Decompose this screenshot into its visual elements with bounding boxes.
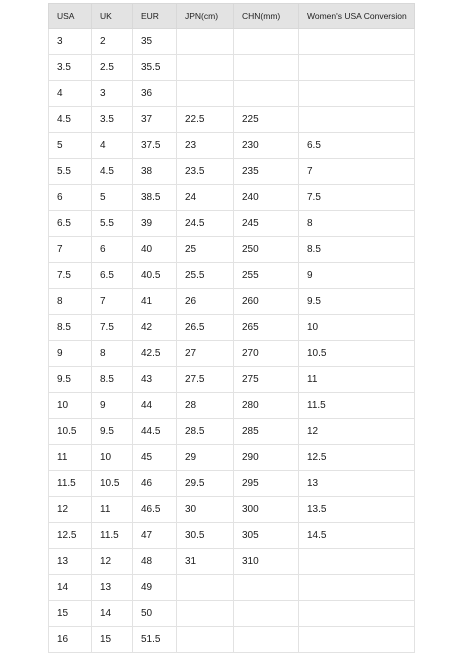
eur-cell: 46 — [133, 471, 177, 497]
womens-usa-cell: 11.5 — [299, 393, 415, 419]
uk-cell: 10 — [92, 445, 133, 471]
womens-usa-cell: 9.5 — [299, 289, 415, 315]
eur-cell: 41 — [133, 289, 177, 315]
eur-cell: 35 — [133, 29, 177, 55]
usa-cell: 4 — [49, 81, 92, 107]
jpn-cell — [177, 81, 234, 107]
chn-cell: 285 — [234, 419, 299, 445]
table-row — [49, 523, 415, 549]
table-body — [49, 29, 415, 653]
eur-cell: 44 — [133, 393, 177, 419]
womens-usa-cell: 13.5 — [299, 497, 415, 523]
jpn-cell: 28.5 — [177, 419, 234, 445]
usa-cell: 16 — [49, 627, 92, 653]
header-row — [49, 4, 415, 29]
usa-cell: 9.5 — [49, 367, 92, 393]
eur-cell: 42.5 — [133, 341, 177, 367]
uk-cell: 9 — [92, 393, 133, 419]
table-header — [49, 4, 415, 29]
uk-cell: 3.5 — [92, 107, 133, 133]
uk-cell: 4 — [92, 133, 133, 159]
womens-usa-cell: 9 — [299, 263, 415, 289]
usa-cell: 7.5 — [49, 263, 92, 289]
jpn-cell: 26.5 — [177, 315, 234, 341]
usa-cell: 12 — [49, 497, 92, 523]
jpn-cell: 24.5 — [177, 211, 234, 237]
table-row — [49, 81, 415, 107]
usa-cell: 13 — [49, 549, 92, 575]
chn-cell: 295 — [234, 471, 299, 497]
table-row — [49, 497, 415, 523]
chn-cell — [234, 627, 299, 653]
chn-cell: 290 — [234, 445, 299, 471]
womens-usa-cell: 8 — [299, 211, 415, 237]
uk-cell: 4.5 — [92, 159, 133, 185]
eur-cell: 43 — [133, 367, 177, 393]
eur-cell: 44.5 — [133, 419, 177, 445]
table-row — [49, 159, 415, 185]
womens-usa-cell: 12.5 — [299, 445, 415, 471]
eur-cell: 38 — [133, 159, 177, 185]
uk-cell: 9.5 — [92, 419, 133, 445]
chn-cell: 245 — [234, 211, 299, 237]
uk-cell: 2 — [92, 29, 133, 55]
eur-cell: 36 — [133, 81, 177, 107]
eur-cell: 45 — [133, 445, 177, 471]
table-row — [49, 601, 415, 627]
jpn-cell — [177, 601, 234, 627]
chn-cell: 250 — [234, 237, 299, 263]
table-row — [49, 29, 415, 55]
table-row — [49, 237, 415, 263]
table-row — [49, 133, 415, 159]
table-row — [49, 471, 415, 497]
eur-cell: 48 — [133, 549, 177, 575]
header-womens-usa-conversion: Women's USA Conversion — [299, 4, 415, 29]
eur-cell: 38.5 — [133, 185, 177, 211]
uk-cell: 5 — [92, 185, 133, 211]
eur-cell: 47 — [133, 523, 177, 549]
eur-cell: 42 — [133, 315, 177, 341]
uk-cell: 6.5 — [92, 263, 133, 289]
chn-cell: 305 — [234, 523, 299, 549]
usa-cell: 6.5 — [49, 211, 92, 237]
table-row — [49, 549, 415, 575]
jpn-cell — [177, 55, 234, 81]
eur-cell: 35.5 — [133, 55, 177, 81]
womens-usa-cell — [299, 575, 415, 601]
womens-usa-cell: 6.5 — [299, 133, 415, 159]
chn-cell: 300 — [234, 497, 299, 523]
jpn-cell: 23 — [177, 133, 234, 159]
jpn-cell: 30.5 — [177, 523, 234, 549]
jpn-cell: 23.5 — [177, 159, 234, 185]
usa-cell: 9 — [49, 341, 92, 367]
jpn-cell: 29 — [177, 445, 234, 471]
womens-usa-cell: 12 — [299, 419, 415, 445]
table-row — [49, 263, 415, 289]
womens-usa-cell: 13 — [299, 471, 415, 497]
womens-usa-cell — [299, 107, 415, 133]
chn-cell: 230 — [234, 133, 299, 159]
uk-cell: 7.5 — [92, 315, 133, 341]
womens-usa-cell — [299, 81, 415, 107]
table-row — [49, 627, 415, 653]
chn-cell: 260 — [234, 289, 299, 315]
usa-cell: 8 — [49, 289, 92, 315]
jpn-cell: 27 — [177, 341, 234, 367]
womens-usa-cell — [299, 29, 415, 55]
jpn-cell: 27.5 — [177, 367, 234, 393]
jpn-cell — [177, 29, 234, 55]
jpn-cell: 26 — [177, 289, 234, 315]
chn-cell — [234, 81, 299, 107]
table-row — [49, 445, 415, 471]
jpn-cell: 25 — [177, 237, 234, 263]
uk-cell: 14 — [92, 601, 133, 627]
chn-cell: 270 — [234, 341, 299, 367]
usa-cell: 7 — [49, 237, 92, 263]
usa-cell: 5.5 — [49, 159, 92, 185]
jpn-cell: 22.5 — [177, 107, 234, 133]
header-uk: UK — [92, 4, 133, 29]
uk-cell: 6 — [92, 237, 133, 263]
womens-usa-cell: 14.5 — [299, 523, 415, 549]
uk-cell: 11.5 — [92, 523, 133, 549]
uk-cell: 5.5 — [92, 211, 133, 237]
table-row — [49, 419, 415, 445]
womens-usa-cell: 10.5 — [299, 341, 415, 367]
chn-cell: 225 — [234, 107, 299, 133]
jpn-cell: 28 — [177, 393, 234, 419]
usa-cell: 3.5 — [49, 55, 92, 81]
usa-cell: 15 — [49, 601, 92, 627]
eur-cell: 40.5 — [133, 263, 177, 289]
uk-cell: 7 — [92, 289, 133, 315]
table-row — [49, 185, 415, 211]
jpn-cell — [177, 575, 234, 601]
table-row — [49, 367, 415, 393]
uk-cell: 11 — [92, 497, 133, 523]
usa-cell: 12.5 — [49, 523, 92, 549]
womens-usa-cell — [299, 627, 415, 653]
eur-cell: 40 — [133, 237, 177, 263]
uk-cell: 12 — [92, 549, 133, 575]
womens-usa-cell: 11 — [299, 367, 415, 393]
chn-cell — [234, 55, 299, 81]
chn-cell — [234, 601, 299, 627]
usa-cell: 8.5 — [49, 315, 92, 341]
jpn-cell: 31 — [177, 549, 234, 575]
table-row — [49, 107, 415, 133]
table-row — [49, 211, 415, 237]
table-row — [49, 55, 415, 81]
header-chn-mm: CHN(mm) — [234, 4, 299, 29]
chn-cell: 275 — [234, 367, 299, 393]
jpn-cell: 29.5 — [177, 471, 234, 497]
uk-cell: 15 — [92, 627, 133, 653]
chn-cell: 310 — [234, 549, 299, 575]
eur-cell: 49 — [133, 575, 177, 601]
eur-cell: 37 — [133, 107, 177, 133]
uk-cell: 13 — [92, 575, 133, 601]
usa-cell: 14 — [49, 575, 92, 601]
table-row — [49, 289, 415, 315]
chn-cell: 265 — [234, 315, 299, 341]
chn-cell: 235 — [234, 159, 299, 185]
womens-usa-cell: 7.5 — [299, 185, 415, 211]
chn-cell — [234, 29, 299, 55]
table-row — [49, 393, 415, 419]
chn-cell: 255 — [234, 263, 299, 289]
womens-usa-cell — [299, 549, 415, 575]
table-row — [49, 315, 415, 341]
usa-cell: 10 — [49, 393, 92, 419]
jpn-cell — [177, 627, 234, 653]
uk-cell: 3 — [92, 81, 133, 107]
uk-cell: 8.5 — [92, 367, 133, 393]
usa-cell: 11.5 — [49, 471, 92, 497]
eur-cell: 39 — [133, 211, 177, 237]
eur-cell: 50 — [133, 601, 177, 627]
womens-usa-cell: 10 — [299, 315, 415, 341]
header-jpn-cm: JPN(cm) — [177, 4, 234, 29]
womens-usa-cell — [299, 55, 415, 81]
eur-cell: 46.5 — [133, 497, 177, 523]
table-row — [49, 575, 415, 601]
womens-usa-cell: 8.5 — [299, 237, 415, 263]
uk-cell: 2.5 — [92, 55, 133, 81]
usa-cell: 10.5 — [49, 419, 92, 445]
header-eur: EUR — [133, 4, 177, 29]
usa-cell: 6 — [49, 185, 92, 211]
table-row — [49, 341, 415, 367]
eur-cell: 51.5 — [133, 627, 177, 653]
jpn-cell: 24 — [177, 185, 234, 211]
usa-cell: 5 — [49, 133, 92, 159]
eur-cell: 37.5 — [133, 133, 177, 159]
chn-cell: 240 — [234, 185, 299, 211]
uk-cell: 10.5 — [92, 471, 133, 497]
usa-cell: 11 — [49, 445, 92, 471]
header-usa: USA — [49, 4, 92, 29]
usa-cell: 4.5 — [49, 107, 92, 133]
womens-usa-cell: 7 — [299, 159, 415, 185]
size-conversion-table — [48, 3, 415, 653]
jpn-cell: 25.5 — [177, 263, 234, 289]
chn-cell: 280 — [234, 393, 299, 419]
chn-cell — [234, 575, 299, 601]
jpn-cell: 30 — [177, 497, 234, 523]
usa-cell: 3 — [49, 29, 92, 55]
uk-cell: 8 — [92, 341, 133, 367]
womens-usa-cell — [299, 601, 415, 627]
